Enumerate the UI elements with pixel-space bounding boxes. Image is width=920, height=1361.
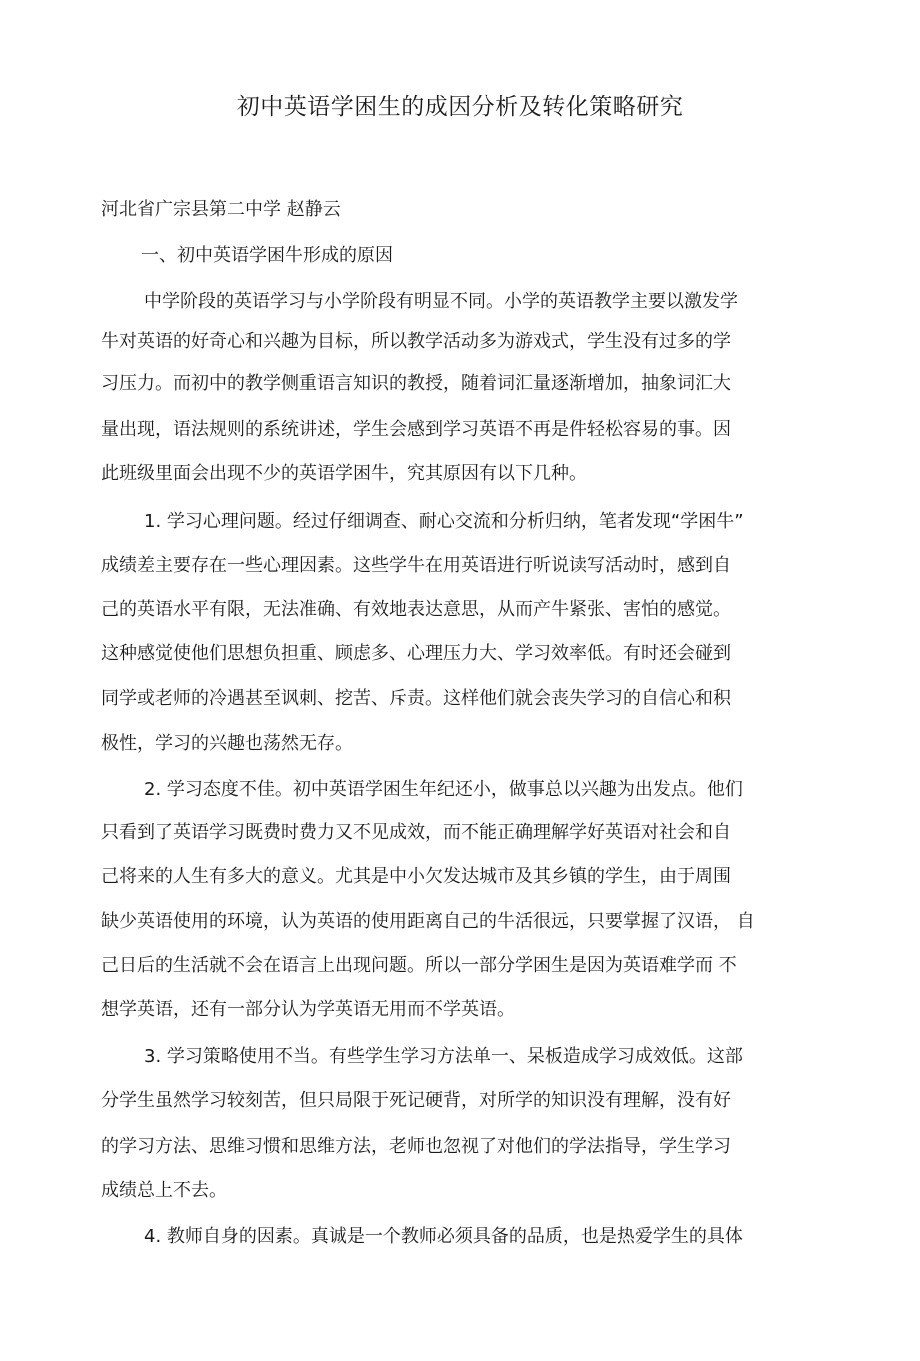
- paragraph-line: 这种感觉使他们思想负担重、顾虑多、心理压力大、学习效率低。有时还会碰到: [101, 643, 731, 664]
- paragraph-line: 成绩总上不去。: [101, 1180, 227, 1201]
- paragraph-line: 中学阶段的英语学习与小学阶段有明显不同。小学的英语教学主要以激发学: [144, 291, 738, 312]
- paragraph-line: 极性，学习的兴趣也荡然无存。: [101, 733, 353, 754]
- paragraph-line: 牛对英语的好奇心和兴趣为目标，所以教学活动多为游戏式，学生没有过多的学: [101, 331, 731, 352]
- author-line: 河北省广宗县第二中学 赵静云: [101, 199, 341, 220]
- paragraph-line: 分学生虽然学习较刻苦，但只局限于死记硬背，对所学的知识没有理解，没有好: [101, 1090, 731, 1111]
- paragraph-line: 己日后的生活就不会在语言上出现问题。所以一部分学困生是因为英语难学而 不: [101, 955, 737, 976]
- paragraph-line: 4. 教师自身的因素。真诚是一个教师必须具备的品质，也是热爱学生的具体: [144, 1226, 743, 1247]
- document-title: 初中英语学困生的成因分析及转化策略研究: [236, 94, 684, 120]
- paragraph-line: 2. 学习态度不佳。初中英语学困生年纪还小，做事总以兴趣为出发点。他们: [144, 779, 743, 800]
- paragraph-line: 己的英语水平有限，无法准确、有效地表达意思，从而产牛紧张、害怕的感觉。: [101, 599, 731, 620]
- paragraph-line: 己将来的人生有多大的意义。尤其是中小欠发达城市及其乡镇的学生，由于周围: [101, 866, 731, 887]
- paragraph-line: 1. 学习心理问题。经过仔细调查、耐心交流和分析归纳，笔者发现“学困牛”: [144, 511, 744, 532]
- paragraph-line: 只看到了英语学习既费时费力又不见成效，而不能正确理解学好英语对社会和自: [101, 822, 731, 843]
- paragraph-line: 的学习方法、思维习惯和思维方法，老师也忽视了对他们的学法指导，学生学习: [101, 1136, 731, 1157]
- paragraph-line: 成绩差主要存在一些心理因素。这些学牛在用英语进行听说读写活动时，感到自: [101, 555, 731, 576]
- paragraph-line: 此班级里面会出现不少的英语学困牛，究其原因有以下几种。: [101, 463, 587, 484]
- paragraph-line: 习压力。而初中的教学侧重语言知识的教授，随着词汇量逐渐增加，抽象词汇大: [101, 373, 731, 394]
- section-heading: 一、初中英语学困牛形成的原因: [141, 245, 393, 266]
- paragraph-line: 量出现，语法规则的系统讲述，学生会感到学习英语不再是件轻松容易的事。因: [101, 419, 731, 440]
- paragraph-line: 缺少英语使用的环境，认为英语的使用距离自己的牛活很远，只要掌握了汉语， 自: [101, 911, 755, 932]
- paragraph-line: 3. 学习策略使用不当。有些学生学习方法单一、呆板造成学习成效低。这部: [144, 1046, 743, 1067]
- paragraph-line: 同学或老师的冷遇甚至讽刺、挖苦、斥责。这样他们就会丧失学习的自信心和积: [101, 688, 731, 709]
- paragraph-line: 想学英语，还有一部分认为学英语无用而不学英语。: [101, 999, 515, 1020]
